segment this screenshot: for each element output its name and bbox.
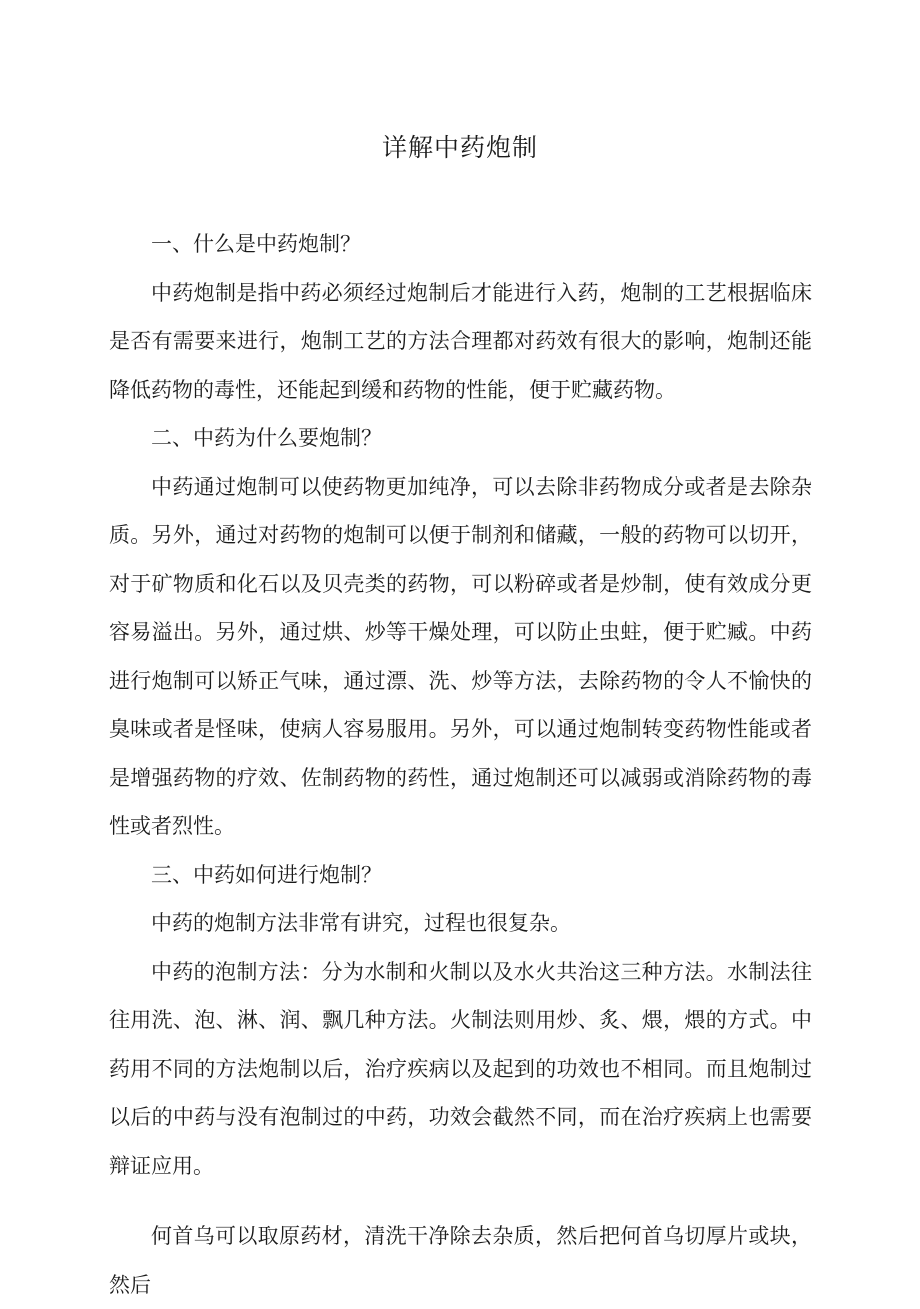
section-heading-3: 三、中药如何进行炮制？: [151, 862, 382, 887]
section-paragraph: 中药的泡制方法：分为水制和火制以及水火共治这三种方法。水制法往往用洗、泡、淋、润、飘几种方法。火制法则用炒、炙、煨，煨的方式。中药用不同的方法炮制以后，治疗疾病以及起到的功效也不相同。而且炮制过以后的中药与没有泡制过的中药，功效会截然不同，而在治疗疾病上也需要辩证应用。: [109, 959, 812, 1178]
section-paragraph: 中药炮制是指中药必须经过炮制后才能进行入药，炮制的工艺根据临床是否有需要来进行，炮制工艺的方法合理都对药效有很大的影响，炮制还能降低药物的毒性，还能起到缓和药物的性能，便于贮藏药物。: [109, 280, 812, 402]
section-paragraph: 中药的炮制方法非常有讲究，过程也很复杂。: [151, 911, 571, 935]
document-title: 详解中药炮制: [381, 133, 538, 162]
closing-paragraph: 何首乌可以取原药材，清洗干净除去杂质，然后把何首乌切厚片或块，然后: [109, 1224, 812, 1297]
document-body: [109, 220, 812, 1309]
section-heading-1: 一、什么是中药炮制？: [151, 232, 361, 256]
section-paragraph: 中药通过炮制可以使药物更加纯净，可以去除非药物成分或者是去除杂质。另外，通过对药物的炮制可以便于制剂和储藏，一般的药物可以切开，对于矿物质和化石以及贝壳类的药物，可以粉碎或者是炒制，使有效成分更容易溢出。另外，通过烘、炒等干燥处理，可以防止虫蛀，便于贮臧。中药进行炮制可以矫正气味，通过漂、洗、炒等方法，去除药物的令人不愉快的臭味或者是怪味，使病人容易服用。另外，可以通过炮制转变药物性能或者是增强药物的疗效、佐制药物的药性，通过炮制还可以减弱或消除药物的毒性或者烈性。: [109, 474, 812, 838]
section-heading-2: 二、中药为什么要炮制？: [151, 426, 382, 450]
paragraph-gap: [109, 1190, 812, 1212]
